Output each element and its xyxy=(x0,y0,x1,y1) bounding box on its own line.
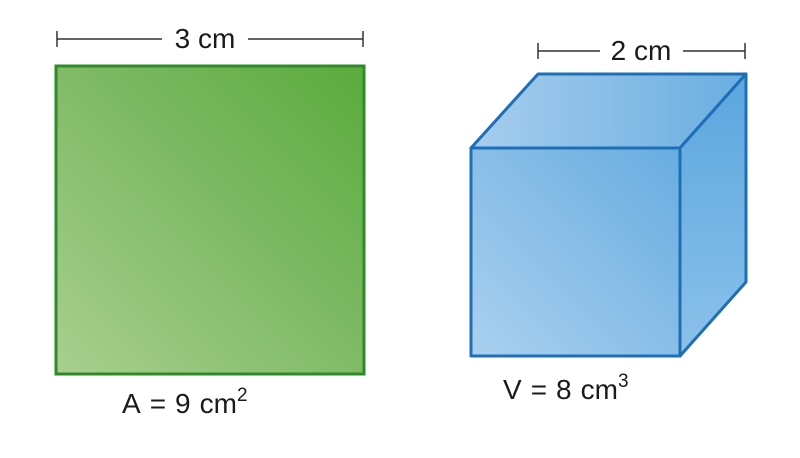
square-shape xyxy=(56,66,364,374)
cube-edge-label: 2 cm xyxy=(610,35,672,66)
area-symbol: A xyxy=(122,388,141,419)
square-side-label: 3 cm xyxy=(174,23,236,54)
volume-value: 8 xyxy=(556,374,572,405)
volume-exponent: 3 xyxy=(617,371,629,392)
volume-symbol: V xyxy=(503,374,522,405)
cube-shape xyxy=(471,74,746,356)
volume-unit: cm xyxy=(580,374,618,405)
square-area-formula xyxy=(122,385,248,419)
cube-front-face xyxy=(471,148,680,356)
area-unit: cm xyxy=(199,388,237,419)
area-equals: = xyxy=(149,388,167,419)
volume-equals: = xyxy=(530,374,548,405)
cube-volume-formula xyxy=(503,371,629,405)
area-value: 9 xyxy=(175,388,191,419)
area-exponent: 2 xyxy=(236,385,248,406)
